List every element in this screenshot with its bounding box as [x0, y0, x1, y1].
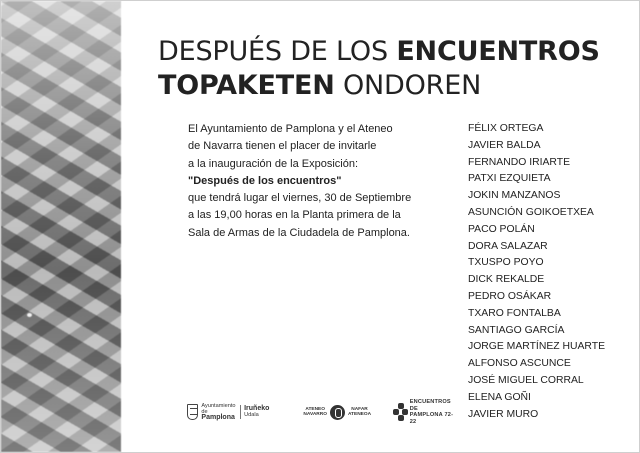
invitation-text: [188, 121, 433, 242]
artist-name: PATXI EZQUIETA: [468, 173, 551, 185]
encuentros-text: ENCUENTROS DE: [409, 399, 451, 412]
artist-name: FERNANDO IRIARTE: [468, 156, 570, 168]
exhibition-name: "Después de los encuentros": [188, 174, 342, 187]
artist-list: [468, 121, 605, 423]
invitation-line: de Navarra tienen el placer de invitarle: [188, 140, 377, 153]
pamplona-city-logo: [187, 403, 269, 421]
artist-name: DORA SALAZAR: [468, 240, 548, 252]
title-regular-2: ONDOREN: [334, 70, 482, 101]
invitation-line: que tendrá lugar el viernes, 30 de Septiembre: [188, 192, 412, 205]
logo-city-name-basque: Iruñeko: [244, 405, 270, 412]
artist-name: ELENA GOÑI: [468, 391, 531, 403]
invitation-line: Sala de Armas de la Ciudadela de Pamplona.: [188, 226, 410, 239]
artist-name: TXUSPO POYO: [468, 257, 544, 269]
invitation-line: a la inauguración de la Exposición:: [188, 157, 359, 170]
logo-small-text: Ayuntamiento de: [201, 403, 236, 415]
artist-name: DICK REKALDE: [468, 274, 545, 286]
title-line-1: [158, 35, 628, 69]
ateneo-text: ATENEOA: [347, 412, 372, 417]
artist-name: TXARO FONTALBA: [468, 307, 561, 319]
sponsor-logos: [187, 394, 454, 430]
logo-city-name: Pamplona: [201, 414, 235, 421]
artist-name: JAVIER BALDA: [468, 139, 541, 151]
artist-name: JOKIN MANZANOS: [468, 190, 561, 202]
exhibition-title: [158, 35, 628, 103]
title-line-2: [158, 69, 628, 103]
artist-name: ASUNCIÓN GOIKOETXEA: [468, 206, 594, 218]
artist-name: FÉLIX ORTEGA: [468, 123, 544, 134]
coat-of-arms-icon: [187, 404, 198, 420]
artist-name: ALFONSO ASCUNCE: [468, 358, 571, 370]
logo-small-text-basque: Udala: [244, 412, 259, 418]
encuentros-text: PAMPLONA 72-22: [409, 412, 454, 425]
ateneo-mark-icon: [330, 405, 345, 420]
ateneo-text: ATENEO: [305, 406, 325, 412]
artist-name: PACO POLÁN: [468, 223, 535, 235]
artist-name: PEDRO OSÁKAR: [468, 290, 552, 302]
invitation-line: a las 19,00 horas en la Planta primera de la: [188, 209, 401, 222]
artist-name: JORGE MARTÍNEZ HUARTE: [468, 341, 606, 353]
artist-name: JOSÉ MIGUEL CORRAL: [468, 374, 584, 386]
encuentros-logo: [393, 399, 453, 425]
encuentros-mark-icon: [393, 403, 407, 421]
logo-divider: [240, 405, 241, 419]
title-bold-2: TOPAKETEN: [158, 70, 335, 101]
ateneo-text: NAFAR: [351, 406, 368, 412]
title-bold-1: ENCUENTROS: [396, 36, 600, 67]
cobblestone-photo: [1, 1, 121, 452]
artist-name: JAVIER MURO: [468, 408, 539, 420]
ateneo-navarro-logo: [303, 405, 371, 420]
ateneo-text: NAVARRO: [303, 412, 327, 417]
artist-name: SANTIAGO GARCÍA: [468, 324, 565, 336]
pebble-highlight: [27, 313, 32, 317]
title-regular-1: DESPUÉS DE LOS: [158, 36, 397, 67]
invitation-line: El Ayuntamiento de Pamplona y el Ateneo: [188, 123, 393, 135]
